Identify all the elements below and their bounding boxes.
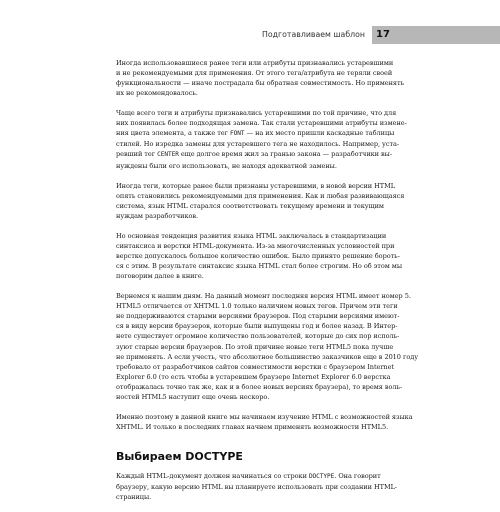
text-line: функциональности — иначе пострадала бы обратная совместимость. Но применять xyxy=(116,79,405,88)
text-line: не поддерживаются старыми версиями браузеров. Под старыми версиями имеют- xyxy=(116,312,400,321)
page-number: 17 xyxy=(376,29,390,40)
text-line: зуют старые версии браузеров. По этой причине новые теги HTML5 пока лучше xyxy=(116,342,394,351)
inline-code-doctype: DOCTYPE xyxy=(308,472,335,480)
page-header xyxy=(262,26,500,44)
text-line: ся с этим. В результате синтаксис языка HTML стал более строгим. Но об этом мы xyxy=(116,262,402,271)
text-line: отображалась точно так же, как и в более новых версиях браузера), то время воль- xyxy=(116,382,403,391)
running-title: Подготавливаем шаблон xyxy=(262,30,365,39)
paragraph-replacements xyxy=(116,108,407,170)
inline-code-center: CENTER xyxy=(157,151,179,159)
text-line: Иногда использовавшиеся ранее теги или атрибуты признавались устаревшими xyxy=(116,59,394,67)
text-line: Чаще всего теги и атрибуты признавались устаревшими по той причине, что для xyxy=(116,109,397,118)
paragraph-standardization xyxy=(116,231,402,281)
text-line: и не рекомендуемыми для применения. От этого тега/атрибута не теряли своей xyxy=(116,69,393,78)
text-line: Вернемся к нашим дням. На данный момент последняя версия HTML имеет номер 5. xyxy=(116,292,411,301)
text-line: ния цвета элемента, а также тег FONT — на их место пришли каскадные таблицы xyxy=(116,129,395,138)
text-line: верстке допускалось большое количество ошибок. Было принято решение бороть- xyxy=(116,252,400,261)
paragraph-restored-tags xyxy=(116,181,405,221)
text-line: требовало от разработчиков сайтов совместимости верстки с браузером Internet xyxy=(116,362,395,371)
text-line: система, язык HTML старался соответствовать текущему времени и текущим xyxy=(116,201,384,210)
text-line: XHTML. И только в последних главах начнем применять возможности HTML5. xyxy=(116,422,389,431)
text-line: HTML5 отличается от XHTML 1.0 только наличием новых тегов. Причем эти теги xyxy=(116,302,398,311)
inline-code-font: FONT xyxy=(230,130,245,138)
text-line: ностей HTML5 наступит еще очень нескоро. xyxy=(116,392,270,401)
text-line: нуждены были его использовать, не находя адекватной замены. xyxy=(116,161,337,170)
text-line: Каждый HTML-документ должен начинаться со строки DOCTYPE. Она говорит xyxy=(116,471,381,480)
text-line: Именно поэтому в данной книге мы начинаем изучение HTML с возможностей языка xyxy=(116,412,413,421)
paragraph-deprecated-tags xyxy=(116,58,405,98)
text-line: страницы. xyxy=(116,493,152,502)
paragraph-doctype xyxy=(116,471,398,502)
text-line: ся в виду версии браузеров, которые были выпущены год и более назад. В Интер- xyxy=(116,322,398,331)
text-line: нете существует огромное количество пользователей, которые до сих пор исполь- xyxy=(116,332,400,341)
text-line: опять становились рекомендуемыми для применения. Как и любая развивающаяся xyxy=(116,191,405,200)
text-line: Explorer 6.0 (то есть чтобы в устаревшем браузере Internet Explorer 6.0 верстка xyxy=(116,372,391,381)
paragraph-html5 xyxy=(116,291,418,402)
page-body xyxy=(116,58,418,512)
section-heading: Выбираем DOCTYPE xyxy=(116,449,243,463)
text-line: поговорим далее в книге. xyxy=(116,272,204,281)
text-line: синтаксиса и верстки HTML-документа. Из-за многочисленных условностей при xyxy=(116,241,395,250)
text-line: них появилась более подходящая замена. Так стали устаревшими атрибуты измене- xyxy=(116,119,407,128)
text-line: нуждам разработчиков. xyxy=(116,211,199,220)
paragraph-book-approach xyxy=(116,412,413,432)
text-line: Но основная тенденция развития языка HTML заключалась в стандартизации xyxy=(116,231,387,240)
text-line: их не рекомендовалось. xyxy=(116,89,198,98)
text-line: браузеру, какую версию HTML вы планируете использовать при создании HTML- xyxy=(116,483,398,492)
text-line: ревший тег CENTER еще долгое время жил за гранью закона — разработчики вы- xyxy=(116,150,392,159)
page-number-tab xyxy=(372,26,500,44)
text-line: стилей. Но изредка замены для устаревшего тега не находилось. Например, уста- xyxy=(116,140,400,149)
text-line: не применять. А если учесть, что абсолютное большинство заказчиков еще в 2010 году xyxy=(116,352,418,361)
text-line: Иногда теги, которые ранее были признаны устаревшими, в новой версии HTML xyxy=(116,181,396,190)
